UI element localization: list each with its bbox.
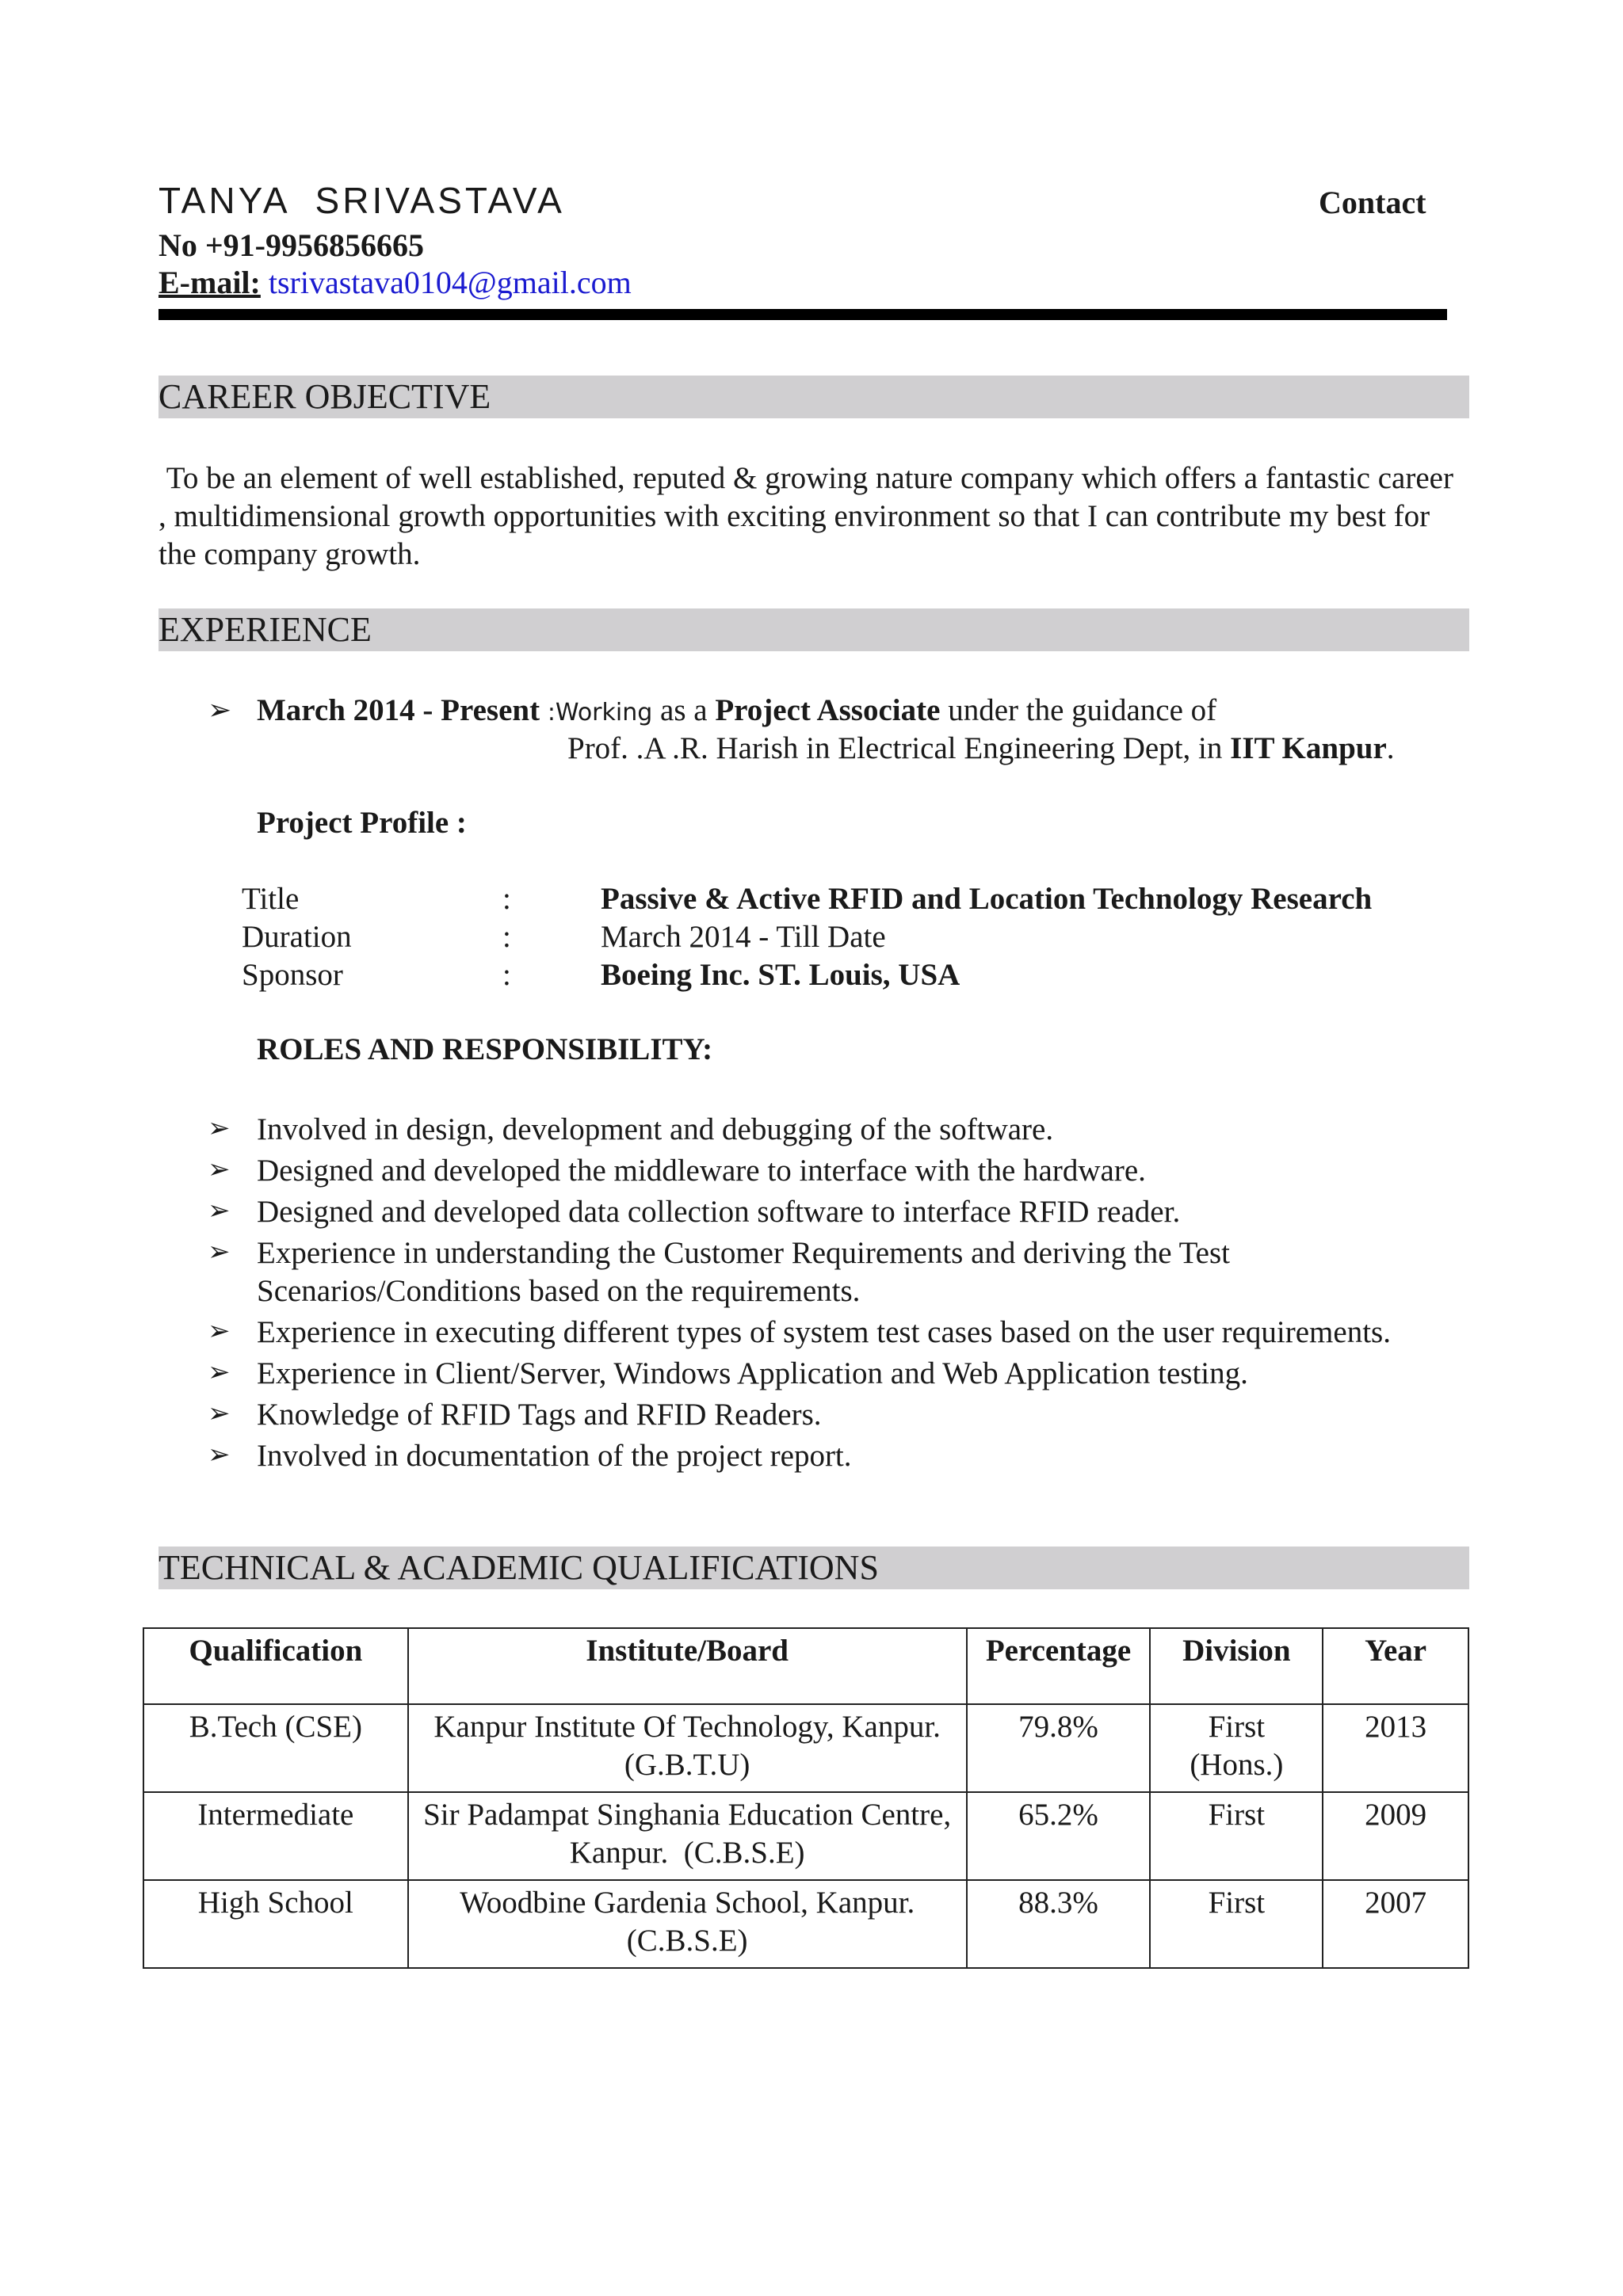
arrow-bullet-icon: ➢ <box>208 1439 231 1470</box>
detail-label-duration: Duration <box>242 920 352 954</box>
column-header: Year <box>1323 1628 1468 1704</box>
percentage-cell: 79.8% <box>967 1704 1151 1792</box>
institute-cell <box>408 1880 967 1968</box>
qualifications-table <box>143 1627 1469 1969</box>
percentage-cell: 88.3% <box>967 1880 1151 1968</box>
detail-value-title: Passive & Active RFID and Location Technology Research <box>601 882 1373 916</box>
responsibility-item: Designed and developed the middleware to interface with the hardware. <box>257 1154 1146 1188</box>
career-objective-body: To be an element of well established, reputed & growing nature company which offers a fantastic career , multidimensional growth opportunities with exciting environment so that I can contribute my best for the company growth. <box>158 461 1453 571</box>
responsibility-item: Involved in design, development and debugging of the software. <box>257 1112 1054 1146</box>
arrow-bullet-icon: ➢ <box>208 1356 231 1388</box>
institute-name: Kanpur Institute Of Technology, Kanpur. <box>433 1710 941 1744</box>
column-header: Qualification <box>143 1628 408 1704</box>
institute-name: Sir Padampat Singhania Education Centre, <box>423 1798 952 1832</box>
phone-number: No +91-9956856665 <box>158 227 424 263</box>
experience-role: Project Associate <box>715 693 941 727</box>
contact-label: Contact <box>1319 185 1426 220</box>
year-cell: 2013 <box>1323 1704 1468 1792</box>
responsibility-item: Experience in understanding the Customer Requirements and deriving the Test Scenarios/Conditions based on the requirements. <box>257 1236 1230 1308</box>
column-header: Division <box>1150 1628 1323 1704</box>
institute-board: (G.B.T.U) <box>624 1748 750 1782</box>
arrow-bullet-icon: ➢ <box>208 694 232 727</box>
table-row <box>143 1880 1468 1968</box>
experience-entry <box>257 692 1216 728</box>
division-note: (Hons.) <box>1190 1748 1284 1782</box>
career-objective-text <box>158 460 1466 574</box>
division-cell: First <box>1150 1792 1323 1880</box>
percentage-cell: 65.2% <box>967 1792 1151 1880</box>
arrow-bullet-icon: ➢ <box>208 1315 231 1347</box>
arrow-bullet-icon: ➢ <box>208 1154 231 1185</box>
arrow-bullet-icon: ➢ <box>208 1112 231 1144</box>
supervisor-text: Prof. .A .R. Harish in Electrical Engineering Dept, in <box>567 731 1231 765</box>
column-header: Institute/Board <box>408 1628 967 1704</box>
division-cell <box>1150 1704 1323 1792</box>
arrow-bullet-icon: ➢ <box>208 1195 231 1226</box>
detail-label-sponsor: Sponsor <box>242 958 343 992</box>
email-label: E-mail: <box>158 265 261 300</box>
qualification-cell: Intermediate <box>143 1792 408 1880</box>
detail-sep-duration: : <box>502 920 511 954</box>
email-line <box>158 264 632 301</box>
experience-period: March 2014 - Present <box>257 693 540 727</box>
experience-supervisor-line <box>567 730 1395 766</box>
arrow-bullet-icon: ➢ <box>208 1398 231 1429</box>
section-heading-qualifications: TECHNICAL & ACADEMIC QUALIFICATIONS <box>158 1548 879 1587</box>
working-prefix: Working <box>555 699 653 727</box>
project-profile-label: Project Profile : <box>257 806 467 840</box>
table-header-row <box>143 1628 1468 1704</box>
header-divider <box>158 309 1447 320</box>
table-row <box>143 1704 1468 1792</box>
detail-sep-title: : <box>502 882 511 916</box>
section-heading-career-objective: CAREER OBJECTIVE <box>158 377 491 416</box>
responsibility-item: Knowledge of RFID Tags and RFID Readers. <box>257 1398 822 1432</box>
experience-institute: IIT Kanpur <box>1230 731 1387 765</box>
detail-sep-sponsor: : <box>502 958 511 992</box>
email-link[interactable]: tsrivastava0104@gmail.com <box>268 265 632 300</box>
year-cell: 2009 <box>1323 1792 1468 1880</box>
institute-name: Woodbine Gardenia School, Kanpur. <box>460 1886 915 1920</box>
responsibility-item: Experience in executing different types of system test cases based on the user requirements. <box>257 1315 1391 1349</box>
division-value: First <box>1208 1710 1266 1744</box>
candidate-name: TANYA SRIVASTAVA <box>158 180 565 221</box>
column-header: Percentage <box>967 1628 1151 1704</box>
institute-cell <box>408 1792 967 1880</box>
detail-value-duration: March 2014 - Till Date <box>601 920 886 954</box>
guidance-text: under the guidance of <box>940 693 1217 727</box>
as-a-text: as a <box>652 693 716 727</box>
arrow-bullet-icon: ➢ <box>208 1236 231 1268</box>
qualification-cell: B.Tech (CSE) <box>143 1704 408 1792</box>
division-cell: First <box>1150 1880 1323 1968</box>
institute-board: Kanpur. (C.B.S.E) <box>569 1836 805 1870</box>
detail-label-title: Title <box>242 882 300 916</box>
section-heading-experience: EXPERIENCE <box>158 610 372 649</box>
responsibility-item: Involved in documentation of the project report. <box>257 1439 852 1473</box>
table-row <box>143 1792 1468 1880</box>
experience-separator: : <box>547 699 556 727</box>
roles-heading: ROLES AND RESPONSIBILITY: <box>257 1032 713 1066</box>
qualification-cell: High School <box>143 1880 408 1968</box>
responsibility-item: Experience in Client/Server, Windows Application and Web Application testing. <box>257 1356 1248 1390</box>
detail-value-sponsor: Boeing Inc. ST. Louis, USA <box>601 958 960 992</box>
institute-board: (C.B.S.E) <box>626 1924 748 1958</box>
period-end: . <box>1386 731 1395 765</box>
responsibility-item: Designed and developed data collection software to interface RFID reader. <box>257 1195 1181 1229</box>
institute-cell <box>408 1704 967 1792</box>
year-cell: 2007 <box>1323 1880 1468 1968</box>
